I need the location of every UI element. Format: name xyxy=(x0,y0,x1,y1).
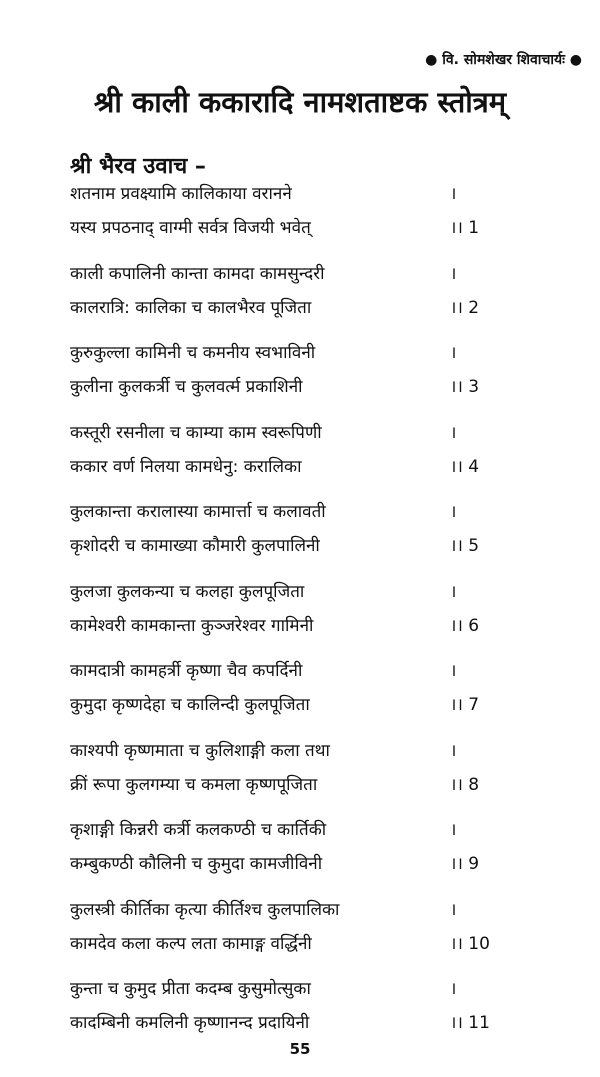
verse-number: ।। 8 xyxy=(450,774,480,795)
verse xyxy=(0,740,600,820)
verse-separator: । xyxy=(450,263,457,284)
verse xyxy=(0,581,600,661)
verse-separator: । xyxy=(450,422,457,443)
verse xyxy=(0,263,600,343)
verse xyxy=(0,183,600,263)
verse-number: ।। 5 xyxy=(450,536,480,556)
verse xyxy=(0,342,600,422)
verse-line-2: क्रीं रूपा कुलगम्या च कमला कृष्णपूजिता xyxy=(70,774,318,795)
verse-line-2: कुलीना कुलकर्त्री च कुलवर्त्म प्रकाशिनी xyxy=(70,377,303,397)
verse-number: ।। 7 xyxy=(450,695,480,715)
verse xyxy=(0,501,600,581)
verse-line-2: कम्बुकण्ठी कौलिनी च कुमुदा कामजीविनी xyxy=(70,854,323,874)
speaker-heading: श्री भैरव उवाच – xyxy=(70,154,206,179)
verse-line-2: ककार वर्ण निलया कामधेनु: करालिका xyxy=(70,456,302,477)
page-number: 55 xyxy=(289,1040,311,1058)
verse-line-2: कृशोदरी च कामाख्या कौमारी कुलपालिनी xyxy=(70,536,320,556)
verse-number: ।। 9 xyxy=(450,854,480,874)
verse-separator: । xyxy=(450,820,457,840)
verse-line-1: कस्तूरी रसनीला च काम्या काम स्वरूपिणी xyxy=(70,422,322,443)
verse-separator: । xyxy=(450,899,457,920)
verse-line-2: कालरात्रि: कालिका च कालभैरव पूजिता xyxy=(70,297,312,318)
verse-line-1: कुन्ता च कुमुद प्रीता कदम्ब कुसुमोत्सुका xyxy=(70,979,311,999)
verse-number: ।। 11 xyxy=(450,1013,490,1033)
verse-line-1: कामदात्री कामहर्त्री कृष्णा चैव कपर्दिनी xyxy=(70,661,303,681)
verse-number: ।। 1 xyxy=(450,218,480,238)
verse-line-2: कामेश्वरी कामकान्ता कुञ्जरेश्वर गामिनी xyxy=(70,615,314,636)
verse-separator: । xyxy=(450,184,457,204)
verse-line-1: कुलस्त्री कीर्तिका कृत्या कीर्तिश्च कुलपालिका xyxy=(70,899,340,920)
verse-line-1: कुलकान्ता करालास्या कामार्त्ता च कलावती xyxy=(70,502,326,522)
verse-number: ।। 2 xyxy=(450,297,480,318)
verse-separator: । xyxy=(450,343,457,363)
verse-number: ।। 6 xyxy=(450,615,480,636)
verse-separator: । xyxy=(450,979,457,999)
page-title: श्री काली ककारादि नामशताष्टक स्तोत्रम् xyxy=(93,85,507,119)
verse-line-1: काली कपालिनी कान्ता कामदा कामसुन्दरी xyxy=(70,263,325,284)
verse-line-2: कामदेव कला कल्प लता कामाङ्ग वर्द्धिनी xyxy=(70,933,312,954)
verse-line-2: यस्य प्रपठनाद् वाग्मी सर्वत्र विजयी भवेत् xyxy=(70,218,311,238)
verse-line-1: काश्यपी कृष्णमाता च कुलिशाङ्गी कला तथा xyxy=(70,740,330,761)
verse-separator: । xyxy=(450,581,457,602)
verse xyxy=(0,899,600,979)
verse-line-2: कादम्बिनी कमलिनी कृष्णानन्द प्रदायिनी xyxy=(70,1013,310,1033)
verse-separator: । xyxy=(450,740,457,761)
verse-line-1: शतनाम प्रवक्ष्यामि कालिकाया वरानने xyxy=(70,184,292,204)
verse-line-1: कुरुकुल्ला कामिनी च कमनीय स्वभाविनी xyxy=(70,343,316,363)
verse-separator: । xyxy=(450,661,457,681)
verse-number: ।। 10 xyxy=(450,933,490,954)
verse-number: ।। 3 xyxy=(450,377,480,397)
verse xyxy=(0,422,600,502)
verse xyxy=(0,660,600,740)
verse-list xyxy=(0,183,600,1058)
verse xyxy=(0,819,600,899)
verse-line-1: कृशाङ्गी किन्नरी कर्त्री कलकण्ठी च कार्तिकी xyxy=(70,820,327,840)
running-header: ● वि. सोमशेखर शिवाचार्यः ● xyxy=(425,52,582,68)
verse-line-2: कुमुदा कृष्णदेहा च कालिन्दी कुलपूजिता xyxy=(70,695,310,715)
verse-separator: । xyxy=(450,502,457,522)
verse-line-1: कुलजा कुलकन्या च कलहा कुलपूजिता xyxy=(70,581,305,602)
verse-number: ।। 4 xyxy=(450,456,480,477)
